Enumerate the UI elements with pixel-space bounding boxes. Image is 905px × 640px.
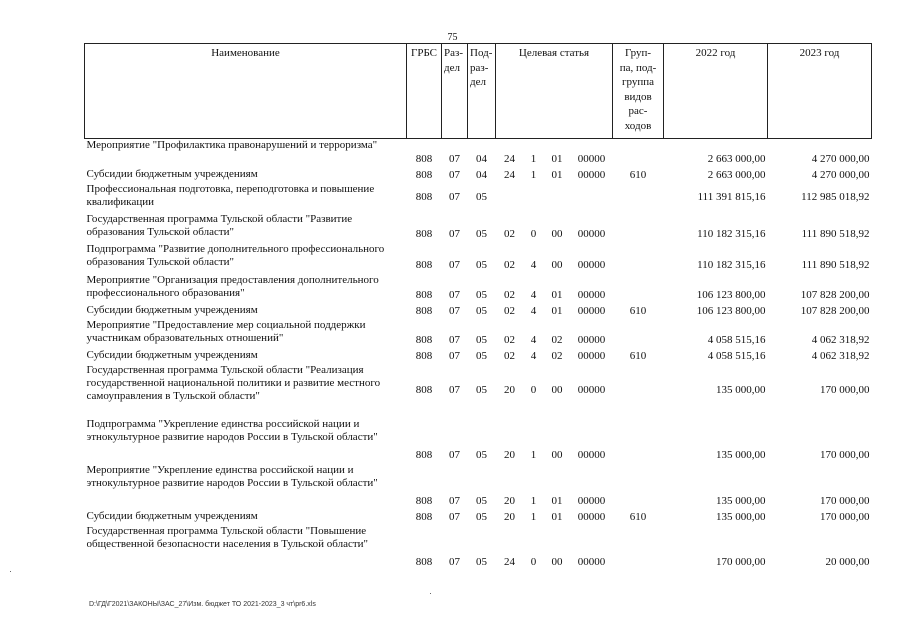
- row-target-direction: 00000: [577, 288, 606, 301]
- header-name: Наименование: [85, 44, 407, 139]
- row-target-program: 24: [504, 168, 515, 181]
- row-name: Государственная программа Тульской области "Повышение общественной безопасности населения в Тульской области": [86, 524, 369, 550]
- row-grbs: 808: [415, 349, 433, 362]
- row-target-program: 20: [504, 494, 515, 507]
- row-grbs: 808: [415, 191, 433, 203]
- row-name: Субсидии бюджетным учреждениям: [86, 303, 258, 316]
- row-target-event: 02: [551, 349, 563, 362]
- row-target-subprogram: 4: [530, 304, 537, 317]
- header-razdel: Раз- дел: [442, 44, 468, 139]
- row-expense-group: [613, 243, 664, 274]
- row-amount-2023: 107 828 200,00: [800, 304, 870, 317]
- row-expense-group: [613, 525, 664, 571]
- row-amount-2023: 4 062 318,92: [811, 333, 870, 346]
- row-amount-2022: 110 182 315,16: [697, 258, 766, 271]
- row-name: Мероприятие "Организация предоставления дополнительного профессионального образования": [86, 273, 379, 299]
- table-row: [85, 464, 872, 510]
- row-podrazdel: 05: [476, 555, 487, 568]
- row-amount-2022: 110 182 315,16: [697, 227, 766, 240]
- row-target-subprogram: 1: [530, 168, 537, 181]
- row-name: Мероприятие "Укрепление единства российской нации и этнокультурное развитие народов России в Тульской области": [86, 463, 378, 489]
- row-target-direction: 00000: [577, 494, 606, 507]
- file-path-footer: D:\ГД\Г2021\ЗАКОНЫ\ЗАС_27\Изм. бюджет ТО 2021-2023_3 чт\pr6.xls: [89, 601, 316, 608]
- table-row: [85, 304, 872, 319]
- row-amount-2023: 111 890 518,92: [801, 227, 870, 240]
- row-amount-2023: 4 270 000,00: [811, 152, 870, 165]
- row-grbs: 808: [415, 152, 433, 165]
- row-amount-2023: 170 000,00: [820, 448, 870, 461]
- row-podrazdel: 05: [476, 448, 487, 461]
- header-2023: 2023 год: [768, 44, 872, 139]
- row-razdel: 07: [449, 448, 460, 461]
- row-target-subprogram: 0: [530, 227, 537, 240]
- row-amount-2022: 170 000,00: [716, 555, 766, 568]
- row-podrazdel: 05: [476, 191, 487, 203]
- row-expense-group: [613, 213, 664, 243]
- row-target-subprogram: 0: [530, 384, 537, 396]
- row-target-event: 00: [551, 448, 563, 461]
- row-amount-2022: 135 000,00: [716, 448, 766, 461]
- row-podrazdel: 05: [476, 384, 487, 396]
- row-target-direction: 00000: [577, 510, 606, 523]
- budget-table: [84, 43, 872, 571]
- header-2022: 2022 год: [664, 44, 768, 139]
- row-podrazdel: 04: [476, 168, 487, 181]
- row-expense-group: 610: [629, 304, 647, 317]
- row-grbs: 808: [415, 258, 433, 271]
- row-amount-2022: 106 123 800,00: [696, 288, 766, 301]
- row-grbs: 808: [415, 448, 433, 461]
- row-target-event: 01: [551, 168, 563, 181]
- table-row: [85, 349, 872, 364]
- row-target-subprogram: [524, 183, 544, 213]
- row-amount-2023: 111 890 518,92: [801, 258, 870, 271]
- row-target-direction: [571, 183, 613, 213]
- row-expense-group: 610: [629, 168, 647, 181]
- row-grbs: 808: [415, 288, 433, 301]
- row-podrazdel: 05: [476, 333, 487, 346]
- row-expense-group: [613, 418, 664, 464]
- row-amount-2023: 4 270 000,00: [811, 168, 870, 181]
- row-expense-group: [613, 274, 664, 304]
- row-podrazdel: 05: [476, 510, 487, 523]
- row-razdel: 07: [449, 510, 460, 523]
- row-target-event: 01: [551, 510, 563, 523]
- row-razdel: 07: [449, 258, 460, 271]
- row-razdel: 07: [449, 168, 460, 181]
- row-razdel: 07: [449, 152, 460, 165]
- row-expense-group: [613, 319, 664, 349]
- page-number: 75: [447, 32, 458, 43]
- table-row: [85, 274, 872, 304]
- row-target-direction: 00000: [577, 384, 606, 396]
- row-razdel: 07: [449, 555, 460, 568]
- row-name: Подпрограмма "Укрепление единства российской нации и этнокультурное развитие народов России в Тульской области": [86, 417, 378, 443]
- row-razdel: 07: [449, 384, 460, 396]
- table-row: [85, 213, 872, 243]
- row-amount-2022: 2 663 000,00: [707, 168, 766, 181]
- row-target-event: [544, 183, 571, 213]
- row-expense-group: [613, 364, 664, 418]
- row-grbs: 808: [415, 510, 433, 523]
- row-name: Государственная программа Тульской области "Реализация государственной национальной политики и развитие местного самоуправления в Тульской области": [86, 363, 381, 402]
- row-podrazdel: 05: [476, 258, 487, 271]
- row-target-event: 00: [551, 227, 563, 240]
- row-amount-2022: 2 663 000,00: [707, 152, 766, 165]
- row-amount-2023: 170 000,00: [820, 384, 870, 396]
- row-amount-2022: 135 000,00: [716, 384, 766, 396]
- row-target-direction: 00000: [577, 258, 606, 271]
- row-target-event: 02: [551, 333, 563, 346]
- row-name: Субсидии бюджетным учреждениям: [86, 167, 258, 180]
- row-target-subprogram: 0: [530, 555, 537, 568]
- row-amount-2022: 4 058 515,16: [707, 349, 766, 362]
- row-target-subprogram: 1: [530, 494, 537, 507]
- row-amount-2023: 20 000,00: [825, 555, 870, 568]
- row-grbs: 808: [415, 227, 433, 240]
- row-razdel: 07: [449, 191, 460, 203]
- row-razdel: 07: [449, 227, 460, 240]
- row-grbs: 808: [415, 168, 433, 181]
- row-razdel: 07: [449, 494, 460, 507]
- row-target-subprogram: 1: [530, 510, 537, 523]
- row-target-direction: 00000: [577, 555, 606, 568]
- row-razdel: 07: [449, 304, 460, 317]
- row-target-program: 02: [504, 227, 515, 240]
- row-target-subprogram: 4: [530, 333, 537, 346]
- row-expense-group: [613, 464, 664, 510]
- row-amount-2022: 111 391 815,16: [697, 191, 766, 203]
- row-name: Мероприятие "Профилактика правонарушений и терроризма": [86, 139, 378, 151]
- row-name: Субсидии бюджетным учреждениям: [86, 348, 258, 361]
- row-grbs: 808: [415, 494, 433, 507]
- row-target-program: [496, 183, 524, 213]
- table-row: [85, 168, 872, 183]
- row-target-program: 20: [504, 384, 515, 396]
- table-row: [85, 510, 872, 525]
- row-target-direction: 00000: [577, 227, 606, 240]
- row-grbs: 808: [415, 384, 433, 396]
- row-expense-group: 610: [629, 349, 647, 362]
- row-target-event: 00: [551, 258, 563, 271]
- row-target-subprogram: 1: [530, 448, 537, 461]
- row-target-direction: 00000: [577, 304, 606, 317]
- row-amount-2023: 112 985 018,92: [801, 191, 870, 203]
- row-target-subprogram: 1: [530, 152, 537, 165]
- row-amount-2022: 135 000,00: [716, 494, 766, 507]
- row-target-direction: 00000: [577, 168, 606, 181]
- row-podrazdel: 05: [476, 304, 487, 317]
- row-target-subprogram: 4: [530, 349, 537, 362]
- table-row: [85, 364, 872, 418]
- header-podrazdel: Под- раз- дел: [468, 44, 496, 139]
- row-target-event: 01: [551, 494, 563, 507]
- row-target-subprogram: 4: [530, 258, 537, 271]
- row-target-event: 00: [551, 555, 563, 568]
- row-target-program: 24: [504, 152, 515, 165]
- row-target-event: 01: [551, 288, 563, 301]
- table-row: [85, 319, 872, 349]
- row-target-event: 01: [551, 304, 563, 317]
- row-target-direction: 00000: [577, 448, 606, 461]
- row-target-program: 02: [504, 333, 515, 346]
- row-target-program: 24: [504, 555, 515, 568]
- row-target-program: 02: [504, 258, 515, 271]
- row-podrazdel: 04: [476, 152, 487, 165]
- row-target-direction: 00000: [577, 152, 606, 165]
- row-podrazdel: 05: [476, 227, 487, 240]
- row-name: Государственная программа Тульской области "Развитие образования Тульской области": [86, 212, 353, 238]
- table-row: [85, 139, 872, 168]
- row-grbs: 808: [415, 304, 433, 317]
- table-row: [85, 243, 872, 274]
- row-name: Подпрограмма "Развитие дополнительного профессионального образования Тульской области": [86, 242, 385, 268]
- row-amount-2023: 170 000,00: [820, 494, 870, 507]
- table-row: [85, 418, 872, 464]
- row-expense-group: [613, 183, 664, 213]
- header-target-article: Целевая статья: [496, 44, 613, 139]
- row-target-program: 20: [504, 510, 515, 523]
- row-amount-2022: 106 123 800,00: [696, 304, 766, 317]
- header-grbs: ГРБС: [407, 44, 442, 139]
- row-amount-2023: 170 000,00: [820, 510, 870, 523]
- table-header: [85, 44, 872, 139]
- row-target-subprogram: 4: [530, 288, 537, 301]
- table-row: [85, 525, 872, 571]
- row-grbs: 808: [415, 555, 433, 568]
- row-razdel: 07: [449, 349, 460, 362]
- row-target-program: 02: [504, 304, 515, 317]
- row-target-event: 01: [551, 152, 563, 165]
- row-target-program: 02: [504, 349, 515, 362]
- table-body: [85, 139, 872, 571]
- row-podrazdel: 05: [476, 494, 487, 507]
- scan-speck: [430, 593, 431, 594]
- row-grbs: 808: [415, 333, 433, 346]
- header-expense-group: Груп- па, под- группа видов рас- ходов: [613, 44, 664, 139]
- row-name: Мероприятие "Предоставление мер социальной поддержки участникам образовательных отношений": [86, 318, 366, 344]
- row-target-program: 20: [504, 448, 515, 461]
- row-amount-2022: 135 000,00: [716, 510, 766, 523]
- row-amount-2022: 4 058 515,16: [707, 333, 766, 346]
- row-podrazdel: 05: [476, 288, 487, 301]
- row-name: Субсидии бюджетным учреждениям: [86, 509, 258, 522]
- scan-speck: [10, 571, 11, 572]
- row-target-program: 02: [504, 288, 515, 301]
- row-expense-group: [613, 139, 664, 168]
- row-amount-2023: 4 062 318,92: [811, 349, 870, 362]
- row-target-direction: 00000: [577, 333, 606, 346]
- row-razdel: 07: [449, 333, 460, 346]
- row-expense-group: 610: [629, 510, 647, 523]
- row-podrazdel: 05: [476, 349, 487, 362]
- row-name: Профессиональная подготовка, переподготовка и повышение квалификации: [86, 182, 375, 208]
- row-target-event: 00: [551, 384, 563, 396]
- table-row: [85, 183, 872, 213]
- row-razdel: 07: [449, 288, 460, 301]
- row-target-direction: 00000: [577, 349, 606, 362]
- row-amount-2023: 107 828 200,00: [800, 288, 870, 301]
